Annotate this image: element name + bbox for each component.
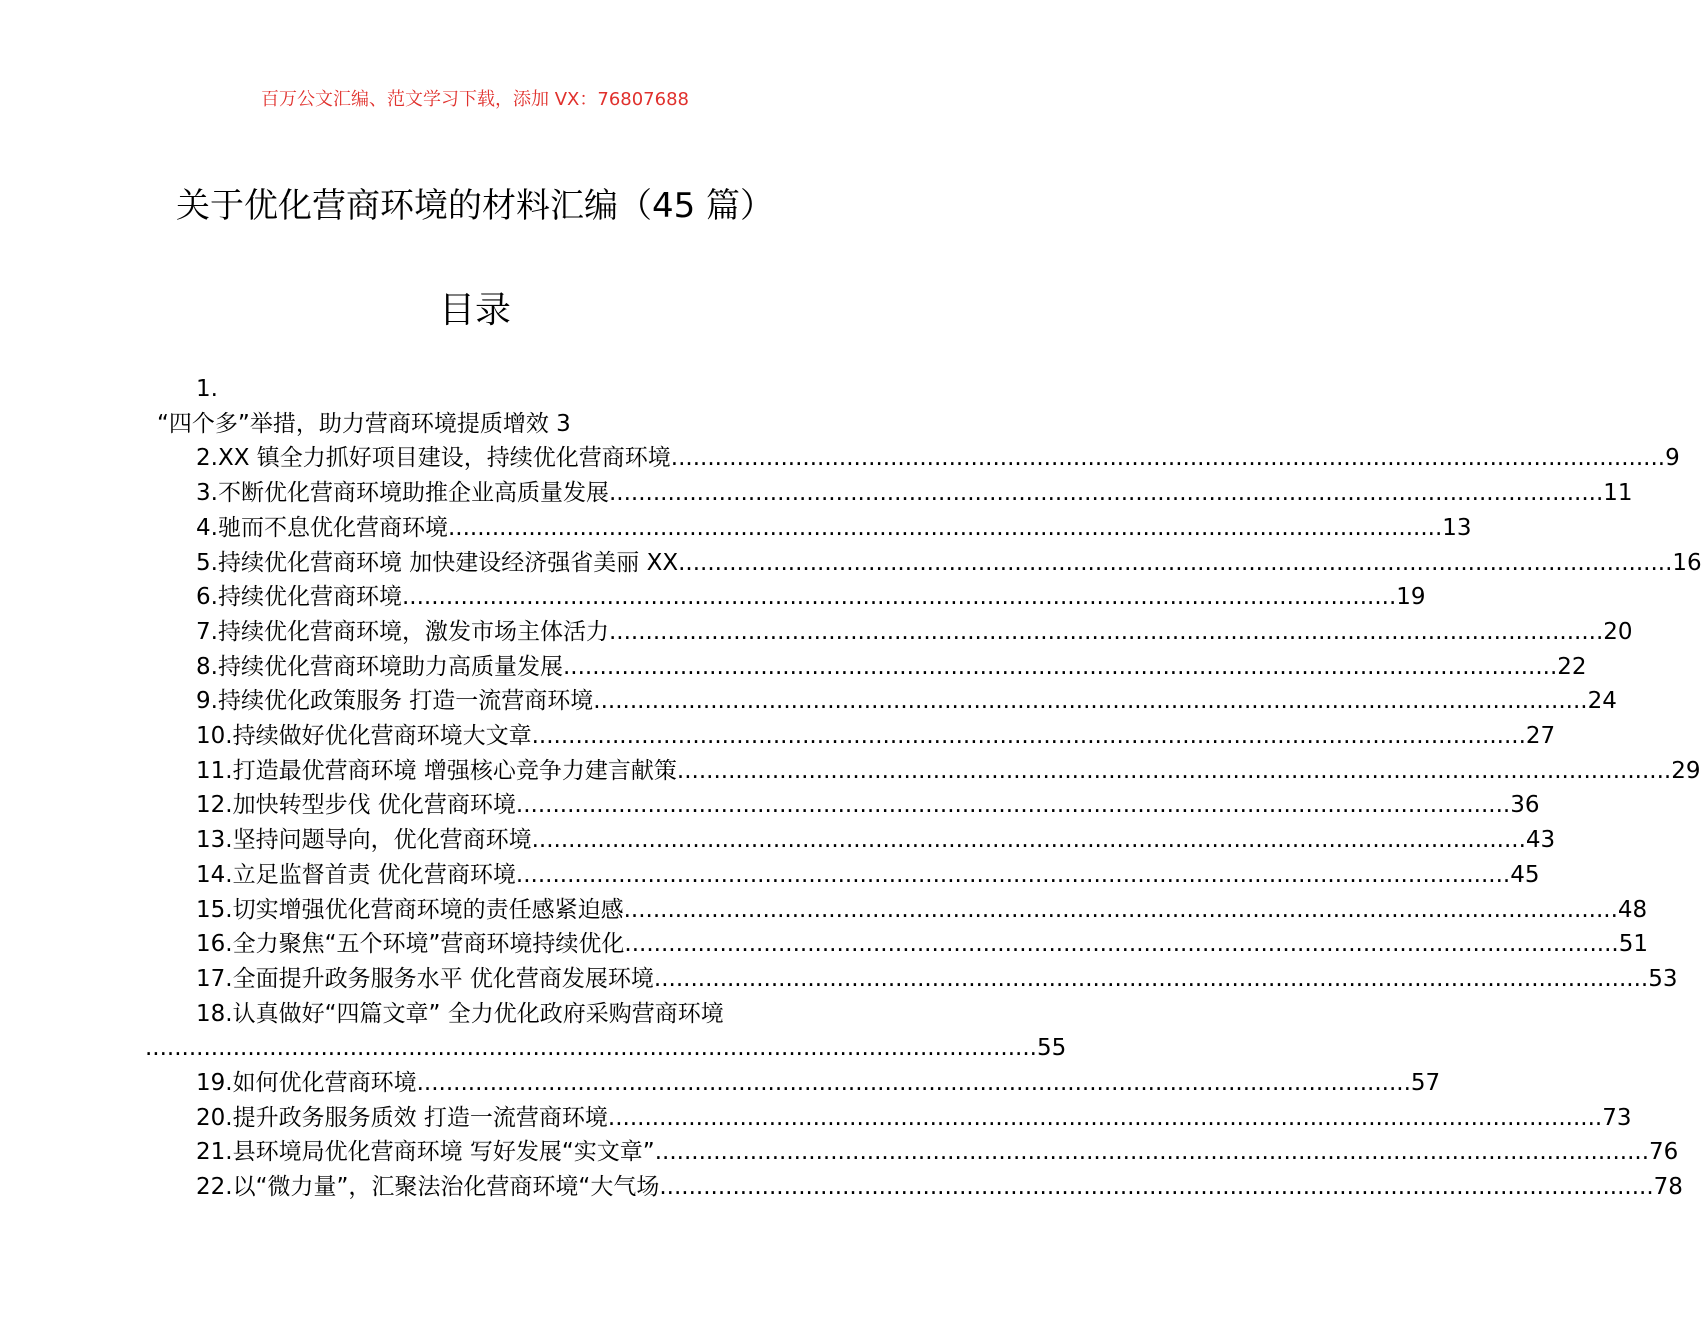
toc-entry[interactable] xyxy=(145,823,1556,858)
dot-leader: .......................................................................................................................... xyxy=(145,1035,1037,1062)
toc-entry-page: 36 xyxy=(1510,792,1540,819)
toc-entry-page: 29 xyxy=(1671,757,1701,784)
toc-entry-page: 43 xyxy=(1525,827,1556,854)
dot-leader xyxy=(624,893,1618,928)
dot-leader xyxy=(417,1066,1411,1101)
dot-leader xyxy=(516,788,1510,823)
toc-entry-title: 2.XX 镇全力抓好项目建设，持续优化营商环境 xyxy=(196,445,671,472)
toc-entry-title: 7.持续优化营商环境，激发市场主体活力 xyxy=(196,618,609,645)
toc-entry-18-title[interactable]: 18.认真做好“四篇文章” 全力优化政府采购营商环境 xyxy=(196,1000,724,1027)
toc-entry-title: 20.提升政务服务质效 打造一流营商环境 xyxy=(196,1104,608,1131)
dot-leader xyxy=(678,546,1672,581)
toc-entry-page: 24 xyxy=(1587,688,1617,715)
dot-leader xyxy=(609,615,1603,650)
dot-leader xyxy=(655,1135,1649,1170)
toc-entry[interactable] xyxy=(145,962,1678,997)
dot-leader xyxy=(624,927,1618,962)
toc-entry-title: 13.坚持问题导向，优化营商环境 xyxy=(196,827,532,854)
toc-entry-page: 78 xyxy=(1653,1174,1683,1201)
toc-entry-page: 48 xyxy=(1617,896,1648,923)
toc-entry[interactable] xyxy=(145,476,1633,511)
toc-entry-page: 57 xyxy=(1410,1070,1441,1097)
toc-entry[interactable] xyxy=(145,1135,1679,1170)
dot-leader xyxy=(659,1170,1653,1205)
toc-entry[interactable] xyxy=(145,441,1680,476)
toc-entry-page: 73 xyxy=(1602,1104,1632,1131)
toc-entry[interactable] xyxy=(145,754,1701,789)
toc-entry[interactable] xyxy=(145,858,1540,893)
toc-entry-1-text[interactable]: “四个多”举措，助力营商环境提质增效 3 xyxy=(157,410,571,437)
toc-entry-title: 22.以“微力量”，汇聚法治化营商环境“大气场 xyxy=(196,1174,660,1201)
dot-leader xyxy=(532,719,1526,754)
dot-leader xyxy=(609,476,1603,511)
dot-leader xyxy=(402,580,1396,615)
dot-leader xyxy=(671,441,1665,476)
document-title: 关于优化营商环境的材料汇编（45 篇） xyxy=(175,186,775,226)
toc-entry-page: 9 xyxy=(1665,445,1680,472)
toc-entry-title: 19.如何优化营商环境 xyxy=(196,1070,417,1097)
toc-entry-title: 21.县环境局优化营商环境 写好发展“实文章” xyxy=(196,1139,655,1166)
dot-leader xyxy=(677,754,1671,789)
toc-entry-1-number: 1. xyxy=(196,376,218,402)
toc-entry-title: 16.全力聚焦“五个环境”营商环境持续优化 xyxy=(196,931,625,958)
dot-leader xyxy=(654,962,1648,997)
toc-entry-page: 45 xyxy=(1510,861,1540,888)
toc-entry-page: 13 xyxy=(1442,514,1472,541)
dot-leader xyxy=(563,650,1557,685)
toc-entry[interactable] xyxy=(145,893,1648,928)
toc-entry[interactable] xyxy=(145,927,1649,962)
toc-entry-title: 9.持续优化政策服务 打造一流营商环境 xyxy=(196,688,594,715)
toc-entry[interactable] xyxy=(145,580,1426,615)
toc-entry-title: 4.驰而不息优化营商环境 xyxy=(196,514,448,541)
toc-entry-page: 22 xyxy=(1557,653,1587,680)
dot-leader xyxy=(608,1101,1602,1136)
toc-entry-page: 53 xyxy=(1648,965,1678,992)
toc-entry[interactable] xyxy=(145,719,1556,754)
toc-entry-title: 8.持续优化营商环境助力高质量发展 xyxy=(196,653,563,680)
watermark-header: 百万公文汇编、范文学习下载，添加 VX：76807688 xyxy=(261,89,689,110)
toc-entry-title: 15.切实增强优化营商环境的责任感紧迫感 xyxy=(196,896,624,923)
toc-entry[interactable] xyxy=(145,684,1617,719)
table-of-contents xyxy=(145,372,1702,1205)
toc-entry-title: 10.持续做好优化营商环境大文章 xyxy=(196,723,532,750)
toc-entry-page: 11 xyxy=(1603,480,1633,507)
toc-entry-page: 19 xyxy=(1396,584,1426,611)
toc-entry-page: 27 xyxy=(1525,723,1556,750)
toc-entry-18-page: 55 xyxy=(1036,1035,1067,1062)
toc-entry[interactable] xyxy=(145,1101,1632,1136)
toc-entry-title: 3.不断优化营商环境助推企业高质量发展 xyxy=(196,480,609,507)
toc-heading: 目录 xyxy=(438,290,511,331)
toc-entry-title: 11.打造最优营商环境 增强核心竞争力建言献策 xyxy=(196,757,677,784)
toc-entry[interactable] xyxy=(145,615,1633,650)
toc-entry[interactable] xyxy=(145,650,1587,685)
toc-entry[interactable] xyxy=(145,788,1540,823)
toc-entry[interactable] xyxy=(145,1066,1441,1101)
toc-entry-18-leader xyxy=(145,1031,1067,1066)
toc-entry-page: 20 xyxy=(1603,618,1633,645)
toc-entry-title: 14.立足监督首责 优化营商环境 xyxy=(196,861,516,888)
toc-entry[interactable] xyxy=(145,546,1702,581)
dot-leader xyxy=(593,684,1587,719)
toc-entry-page: 76 xyxy=(1649,1139,1679,1166)
toc-entry[interactable] xyxy=(145,511,1472,546)
toc-entry-title: 5.持续优化营商环境 加快建设经济强省美丽 XX xyxy=(196,549,679,576)
toc-entry[interactable] xyxy=(145,1170,1683,1205)
dot-leader xyxy=(532,823,1526,858)
dot-leader xyxy=(448,511,1442,546)
dot-leader xyxy=(516,858,1510,893)
toc-entry-page: 51 xyxy=(1618,931,1649,958)
toc-entry-page: 16 xyxy=(1672,549,1702,576)
toc-entry-title: 17.全面提升政务服务水平 优化营商发展环境 xyxy=(196,965,654,992)
toc-entry-title: 6.持续优化营商环境 xyxy=(196,584,402,611)
toc-entry-title: 12.加快转型步伐 优化营商环境 xyxy=(196,792,516,819)
